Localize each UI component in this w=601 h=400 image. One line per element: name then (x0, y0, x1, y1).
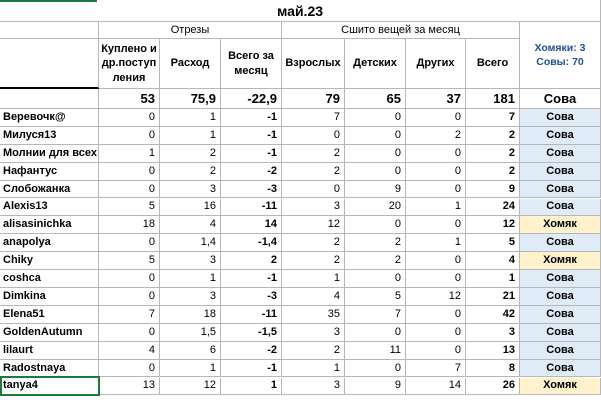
cell-adult[interactable]: 0 (282, 127, 345, 145)
col-header-total[interactable]: Всего (466, 39, 520, 89)
cell-total[interactable]: 2 (466, 145, 520, 163)
cell-status[interactable]: Сова (520, 199, 601, 217)
cell-month[interactable]: -1,4 (221, 234, 282, 252)
cell-status[interactable]: Сова (520, 342, 601, 360)
cell-kids[interactable]: 9 (345, 378, 406, 396)
cell-bought[interactable]: 0 (99, 163, 160, 181)
cell-kids[interactable]: 9 (345, 181, 406, 199)
cell-spent[interactable]: 1 (160, 270, 221, 288)
cell-month[interactable]: 14 (221, 216, 282, 234)
cell-name[interactable]: Radostnaya (0, 360, 99, 378)
cell-name[interactable]: lilaurt (0, 342, 99, 360)
total-status[interactable]: Сова (520, 89, 601, 109)
cell-adult[interactable]: 12 (282, 216, 345, 234)
cell-name[interactable]: Alexis13 (0, 199, 99, 217)
cell-adult[interactable]: 2 (282, 163, 345, 181)
cell-name[interactable]: tanya4 (0, 378, 99, 396)
cell-total[interactable]: 2 (466, 163, 520, 181)
cell-month[interactable]: -11 (221, 199, 282, 217)
cell-status[interactable]: Сова (520, 181, 601, 199)
cell-total[interactable]: 2 (466, 127, 520, 145)
cell-spent[interactable]: 16 (160, 199, 221, 217)
cell-status[interactable]: Сова (520, 145, 601, 163)
cell-other[interactable]: 0 (406, 270, 466, 288)
cell-total[interactable]: 7 (466, 109, 520, 127)
cell-spent[interactable]: 1,5 (160, 324, 221, 342)
empty-cell[interactable] (0, 89, 99, 109)
cell-status[interactable]: Хомяк (520, 378, 601, 396)
empty-cell[interactable] (0, 22, 99, 39)
cell-kids[interactable]: 0 (345, 216, 406, 234)
cell-other[interactable]: 0 (406, 109, 466, 127)
cell-other[interactable]: 0 (406, 181, 466, 199)
cell-bought[interactable]: 0 (99, 270, 160, 288)
cell-adult[interactable]: 3 (282, 199, 345, 217)
cell-month[interactable]: 1 (221, 378, 282, 396)
col-header-spent[interactable]: Расход (160, 39, 221, 89)
cell-other[interactable]: 0 (406, 145, 466, 163)
cell-bought[interactable]: 7 (99, 306, 160, 324)
selection-mark-top (0, 0, 97, 2)
cell-bought[interactable]: 0 (99, 360, 160, 378)
cell-month[interactable]: -1 (221, 145, 282, 163)
cell-adult[interactable]: 7 (282, 109, 345, 127)
cell-month[interactable]: -3 (221, 181, 282, 199)
col-header-bought[interactable]: Куплено и др.поступ ления (99, 39, 160, 89)
cell-other[interactable]: 2 (406, 127, 466, 145)
cell-spent[interactable]: 1 (160, 127, 221, 145)
cell-kids[interactable]: 0 (345, 270, 406, 288)
cell-status[interactable]: Хомяк (520, 216, 601, 234)
cell-status[interactable]: Сова (520, 234, 601, 252)
cell-bought[interactable]: 13 (99, 378, 160, 396)
cell-other[interactable]: 0 (406, 216, 466, 234)
cell-spent[interactable]: 1 (160, 109, 221, 127)
cell-spent[interactable]: 3 (160, 181, 221, 199)
cell-status[interactable]: Хомяк (520, 252, 601, 270)
col-header-other[interactable]: Других (406, 39, 466, 89)
cell-adult[interactable]: 3 (282, 378, 345, 396)
cell-kids[interactable]: 2 (345, 234, 406, 252)
cell-kids[interactable]: 0 (345, 163, 406, 181)
cell-adult[interactable]: 1 (282, 270, 345, 288)
cell-spent[interactable]: 3 (160, 288, 221, 306)
cell-bought[interactable]: 5 (99, 252, 160, 270)
cell-adult[interactable]: 2 (282, 342, 345, 360)
total-total[interactable]: 181 (466, 89, 520, 109)
cell-name[interactable]: Милуся13 (0, 127, 99, 145)
cell-status[interactable]: Сова (520, 306, 601, 324)
cell-total[interactable]: 3 (466, 324, 520, 342)
cell-kids[interactable]: 0 (345, 360, 406, 378)
cell-other[interactable]: 7 (406, 360, 466, 378)
cell-name[interactable]: Молнии для всех (0, 145, 99, 163)
cell-name[interactable]: Dimkina (0, 288, 99, 306)
group-header-cuts[interactable]: Отрезы (99, 22, 282, 39)
cell-other[interactable]: 0 (406, 306, 466, 324)
empty-cell[interactable] (0, 39, 99, 89)
cell-bought[interactable]: 0 (99, 324, 160, 342)
legend-box[interactable] (520, 22, 601, 89)
cell-name[interactable]: Нафантус (0, 163, 99, 181)
cell-bought[interactable]: 0 (99, 127, 160, 145)
cell-spent[interactable]: 6 (160, 342, 221, 360)
cell-spent[interactable]: 18 (160, 306, 221, 324)
cell-adult[interactable]: 3 (282, 324, 345, 342)
cell-name[interactable]: Elena51 (0, 306, 99, 324)
cell-other[interactable]: 1 (406, 234, 466, 252)
total-spent[interactable]: 75,9 (160, 89, 221, 109)
cell-status[interactable]: Сова (520, 288, 601, 306)
cell-kids[interactable]: 20 (345, 199, 406, 217)
cell-name[interactable]: coshca (0, 270, 99, 288)
cell-status[interactable]: Сова (520, 360, 601, 378)
cell-bought[interactable]: 4 (99, 342, 160, 360)
cell-kids[interactable]: 5 (345, 288, 406, 306)
col-header-month[interactable]: Всего за месяц (221, 39, 282, 89)
cell-other[interactable]: 0 (406, 163, 466, 181)
cell-kids[interactable]: 0 (345, 324, 406, 342)
cell-other[interactable]: 0 (406, 342, 466, 360)
cell-bought[interactable]: 1 (99, 145, 160, 163)
cell-total[interactable]: 12 (466, 216, 520, 234)
col-header-kids[interactable]: Детских (345, 39, 406, 89)
cell-total[interactable]: 5 (466, 234, 520, 252)
cell-adult[interactable]: 4 (282, 288, 345, 306)
cell-status[interactable]: Сова (520, 270, 601, 288)
cell-adult[interactable]: 2 (282, 145, 345, 163)
cell-other[interactable]: 0 (406, 324, 466, 342)
cell-month[interactable]: -1,5 (221, 324, 282, 342)
cell-other[interactable]: 1 (406, 199, 466, 217)
cell-month[interactable]: -1 (221, 127, 282, 145)
cell-adult[interactable]: 0 (282, 181, 345, 199)
cell-spent[interactable]: 3 (160, 252, 221, 270)
cell-total[interactable]: 26 (466, 378, 520, 396)
cell-adult[interactable]: 1 (282, 360, 345, 378)
cell-spent[interactable]: 1,4 (160, 234, 221, 252)
cell-name[interactable]: Веревочк@ (0, 109, 99, 127)
total-month[interactable]: -22,9 (221, 89, 282, 109)
cell-status[interactable]: Сова (520, 163, 601, 181)
cell-bought[interactable]: 0 (99, 234, 160, 252)
cell-total[interactable]: 24 (466, 199, 520, 217)
cell-other[interactable]: 12 (406, 288, 466, 306)
cell-month[interactable]: -2 (221, 342, 282, 360)
col-header-adult[interactable]: Взрослых (282, 39, 345, 89)
cell-name[interactable]: anapolya (0, 234, 99, 252)
total-other[interactable]: 37 (406, 89, 466, 109)
cell-spent[interactable]: 2 (160, 145, 221, 163)
cell-bought[interactable]: 0 (99, 109, 160, 127)
cell-bought[interactable]: 0 (99, 181, 160, 199)
cell-spent[interactable]: 1 (160, 360, 221, 378)
cell-other[interactable]: 14 (406, 378, 466, 396)
cell-month[interactable]: -1 (221, 109, 282, 127)
legend-hamsters: Хомяки: 3 (534, 41, 586, 54)
group-header-sewn[interactable]: Сшито вещей за месяц (282, 22, 520, 39)
total-adult[interactable]: 79 (282, 89, 345, 109)
cell-kids[interactable]: 0 (345, 109, 406, 127)
cell-adult[interactable]: 2 (282, 252, 345, 270)
cell-status[interactable]: Сова (520, 127, 601, 145)
cell-adult[interactable]: 2 (282, 234, 345, 252)
legend-owls: Совы: 70 (536, 56, 584, 68)
cell-total[interactable]: 13 (466, 342, 520, 360)
cell-total[interactable]: 9 (466, 181, 520, 199)
cell-kids[interactable]: 2 (345, 252, 406, 270)
cell-spent[interactable]: 4 (160, 216, 221, 234)
cell-total[interactable]: 4 (466, 252, 520, 270)
cell-spent[interactable]: 2 (160, 163, 221, 181)
cell-month[interactable]: -1 (221, 360, 282, 378)
cell-month[interactable]: 2 (221, 252, 282, 270)
cell-total[interactable]: 1 (466, 270, 520, 288)
cell-total[interactable]: 21 (466, 288, 520, 306)
total-kids[interactable]: 65 (345, 89, 406, 109)
cell-name[interactable]: Слобожанка (0, 181, 99, 199)
cell-kids[interactable]: 0 (345, 127, 406, 145)
sheet-title[interactable]: май.23 (0, 0, 601, 22)
cell-month[interactable]: -3 (221, 288, 282, 306)
cell-other[interactable]: 0 (406, 252, 466, 270)
cell-total[interactable]: 8 (466, 360, 520, 378)
cell-name[interactable]: GoldenAutumn (0, 324, 99, 342)
cell-month[interactable]: -11 (221, 306, 282, 324)
cell-name[interactable]: Chiky (0, 252, 99, 270)
cell-kids[interactable]: 0 (345, 145, 406, 163)
cell-bought[interactable]: 18 (99, 216, 160, 234)
cell-spent[interactable]: 12 (160, 378, 221, 396)
cell-kids[interactable]: 11 (345, 342, 406, 360)
cell-bought[interactable]: 5 (99, 199, 160, 217)
cell-kids[interactable]: 7 (345, 306, 406, 324)
cell-month[interactable]: -2 (221, 163, 282, 181)
cell-month[interactable]: -1 (221, 270, 282, 288)
total-bought[interactable]: 53 (99, 89, 160, 109)
cell-total[interactable]: 42 (466, 306, 520, 324)
cell-bought[interactable]: 0 (99, 288, 160, 306)
cell-name[interactable]: alisasinichka (0, 216, 99, 234)
cell-status[interactable]: Сова (520, 324, 601, 342)
cell-status[interactable]: Сова (520, 109, 601, 127)
cell-adult[interactable]: 35 (282, 306, 345, 324)
